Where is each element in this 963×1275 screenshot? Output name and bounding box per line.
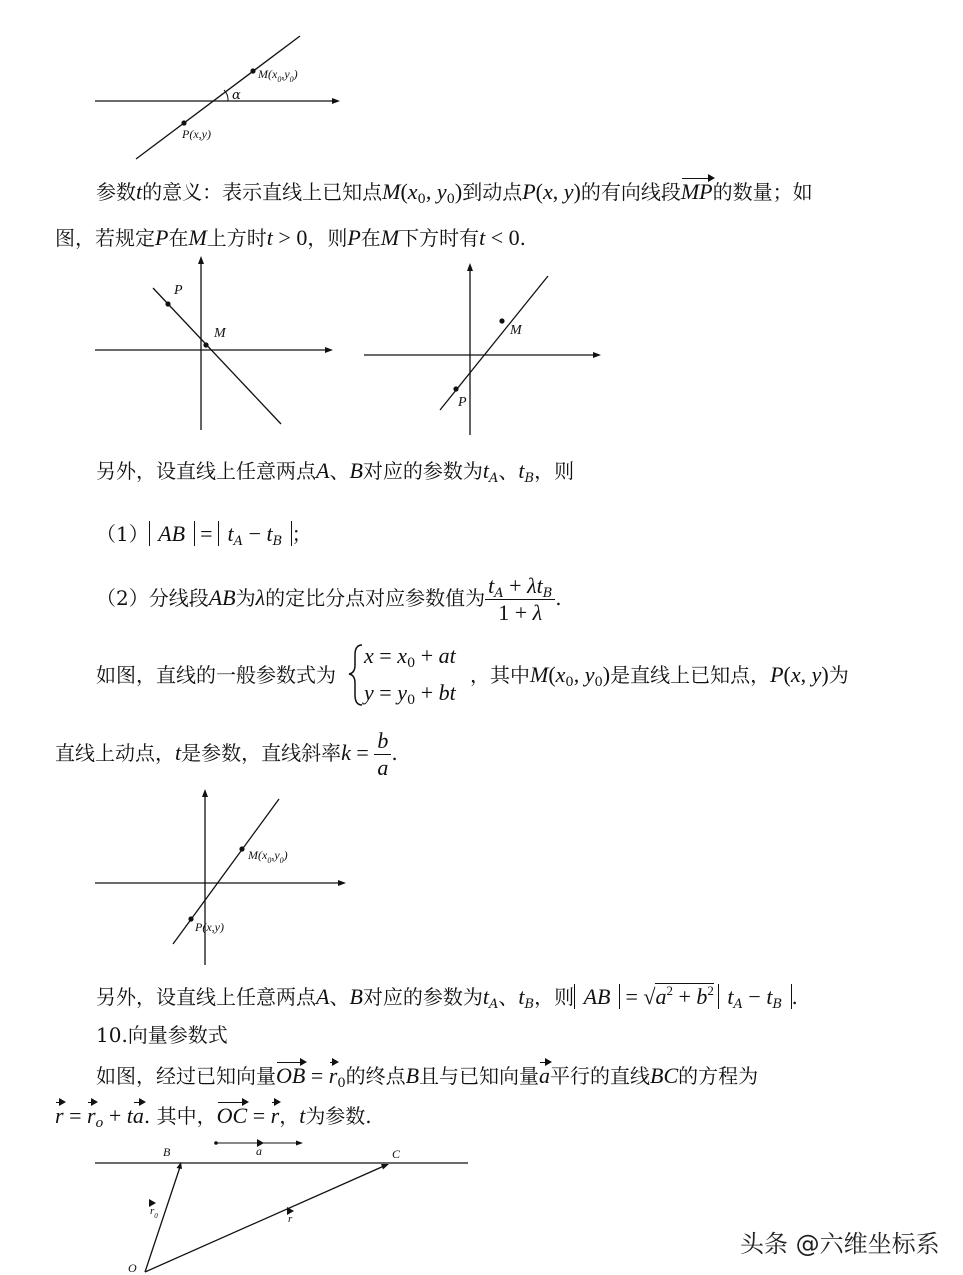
figure4-label-a: a: [256, 1144, 262, 1158]
figure4-label-B: B: [163, 1145, 171, 1159]
figure1-label-P: P(x,y): [182, 127, 211, 141]
figure4-label-C: C: [392, 1147, 401, 1161]
figure4-label-r0: $r_0$: [150, 1205, 158, 1220]
figure2-left-M: M: [214, 326, 226, 341]
para5-line2: $r = r_o$ + ta. 其中，OC = r，t为参数.: [55, 1103, 372, 1131]
para3-lead: 如图，直线的一般参数式为: [96, 663, 336, 687]
item1: （1） AB = $t_A - t_B$ ；: [96, 521, 312, 549]
para4: 另外，设直线上任意两点A、B对应的参数为$t_A$、$t_B$，则 AB = $√a^2 + b^2$ $t_A - t_B$ .: [96, 983, 798, 1012]
figure4-label-r: r: [288, 1213, 293, 1225]
figure1-label-M: $M(x_0,y_0)$: [258, 67, 298, 84]
para1-line1: 参数t的意义：表示直线上已知点$M(x_0$, $y_0$)到动点P(x, y)的有向线段MP的数量；如: [96, 179, 813, 207]
item2-fraction: $\frac{t_A + \lambda t_B}{1 + \lambda}$: [485, 573, 555, 626]
figure3-label-P: P(x,y): [195, 920, 224, 934]
figure2-left-P: P: [174, 283, 183, 298]
figure2-right-M: M: [510, 323, 522, 338]
para2: 另外，设直线上任意两点A、B对应的参数为$t_A$、$t_B$，则: [96, 458, 575, 486]
para3-rest: ，其中$M(x_0$, $y_0$)是直线上已知点，P(x, y)为: [470, 662, 849, 690]
para1-line2: 图，若规定P在M上方时t > 0，则P在M下方时有t < 0.: [55, 225, 527, 250]
watermark: 头条 @六维坐标系: [740, 1230, 940, 1258]
para3-line2: 直线上动点，t是参数，直线斜率k = $\frac{b}{a}$ .: [55, 728, 398, 780]
figure4-label-O: O: [128, 1261, 137, 1275]
item2: （2）分线段AB为λ的定比分点对应参数值为 $\frac{t_A + \lambda t_B}{1 + \lambda}$ .: [96, 573, 562, 625]
para3-eq1: $x = x_0$ + at: [364, 643, 456, 671]
para5-line1: 如图，经过已知向量OB = $r_0$的终点B且与已知向量a平行的直线BC的方程为: [96, 1063, 759, 1091]
para3-eq2: $y = y_0$ + bt: [364, 680, 456, 708]
figure1-label-alpha: α: [232, 88, 241, 103]
figure3-label-M: $M(x_0,y_0)$: [248, 848, 288, 865]
section-title: 10.向量参数式: [96, 1023, 228, 1047]
slope-fraction: $\frac{b}{a}$: [374, 728, 391, 781]
figure2-right-P: P: [458, 395, 467, 410]
